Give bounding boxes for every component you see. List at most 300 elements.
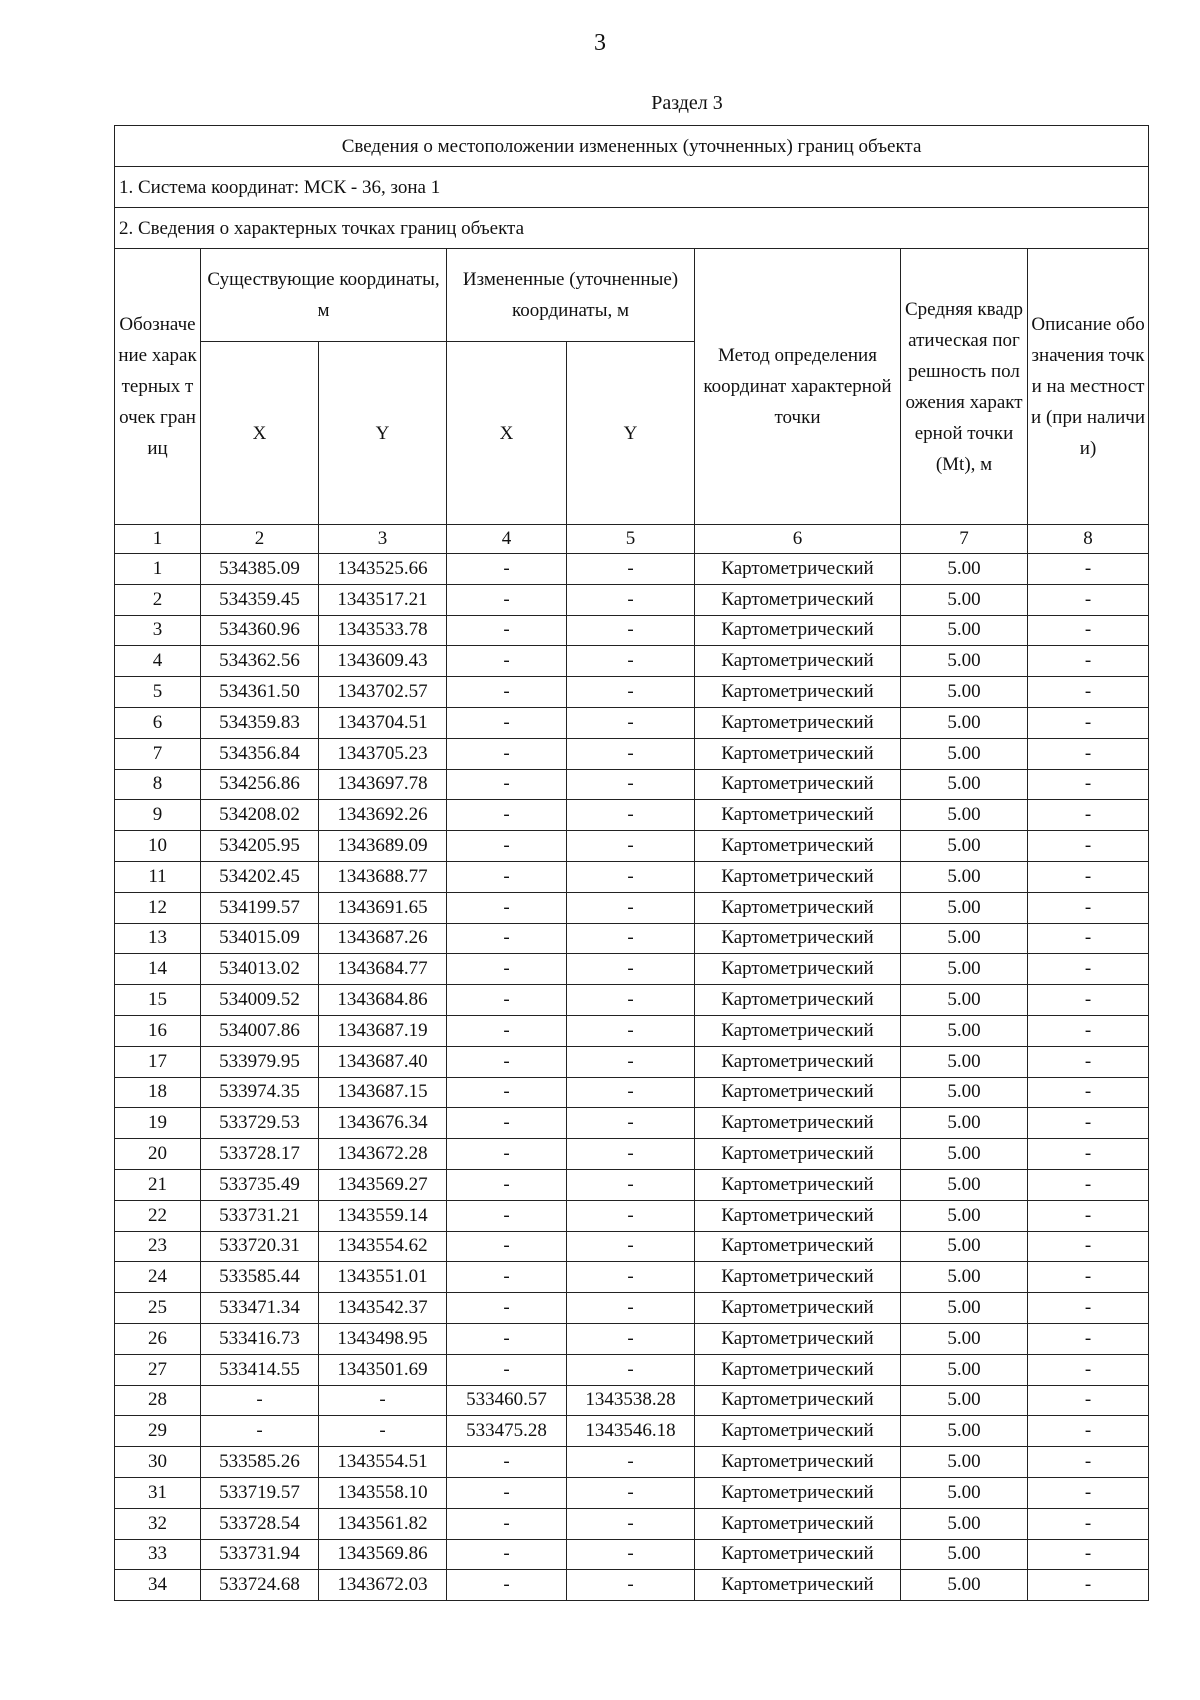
- table-row: [115, 1354, 1149, 1385]
- table-row: [115, 584, 1149, 615]
- cell-method: Картометрический: [695, 1200, 901, 1231]
- cell-point-number: 19: [115, 1108, 201, 1139]
- cell-existing-x: 534208.02: [201, 800, 319, 831]
- column-number-row: [115, 525, 1149, 554]
- cell-method: Картометрический: [695, 677, 901, 708]
- table-row: [115, 646, 1149, 677]
- cell-method: Картометрический: [695, 646, 901, 677]
- cell-description: -: [1028, 1447, 1149, 1478]
- cell-existing-y: 1343672.03: [319, 1570, 447, 1601]
- cell-method: Картометрический: [695, 1015, 901, 1046]
- cell-description: -: [1028, 615, 1149, 646]
- cell-changed-x: -: [447, 707, 567, 738]
- cell-description: -: [1028, 1015, 1149, 1046]
- table-row: [115, 1200, 1149, 1231]
- cell-mean-error: 5.00: [901, 1139, 1028, 1170]
- cell-changed-x: -: [447, 1293, 567, 1324]
- cell-description: -: [1028, 1077, 1149, 1108]
- cell-mean-error: 5.00: [901, 1262, 1028, 1293]
- cell-existing-y: 1343689.09: [319, 831, 447, 862]
- cell-description: -: [1028, 677, 1149, 708]
- cell-method: Картометрический: [695, 1416, 901, 1447]
- table-row: [115, 1262, 1149, 1293]
- cell-changed-y: -: [567, 1570, 695, 1601]
- cell-existing-x: 533720.31: [201, 1231, 319, 1262]
- cell-mean-error: 5.00: [901, 1169, 1028, 1200]
- section-title: Раздел 3: [651, 92, 723, 114]
- cell-existing-x: 534199.57: [201, 892, 319, 923]
- cell-existing-x: 534360.96: [201, 615, 319, 646]
- cell-description: -: [1028, 1323, 1149, 1354]
- cell-changed-y: -: [567, 831, 695, 862]
- cell-point-number: 1: [115, 554, 201, 585]
- cell-changed-x: -: [447, 584, 567, 615]
- cell-existing-y: 1343704.51: [319, 707, 447, 738]
- cell-mean-error: 5.00: [901, 615, 1028, 646]
- cell-mean-error: 5.00: [901, 738, 1028, 769]
- cell-existing-x: 533471.34: [201, 1293, 319, 1324]
- table-row: [115, 985, 1149, 1016]
- cell-description: -: [1028, 769, 1149, 800]
- table-row: [115, 769, 1149, 800]
- table-row: [115, 615, 1149, 646]
- cell-mean-error: 5.00: [901, 1293, 1028, 1324]
- cell-method: Картометрический: [695, 1508, 901, 1539]
- cell-changed-x: -: [447, 861, 567, 892]
- cell-mean-error: 5.00: [901, 646, 1028, 677]
- cell-existing-x: 533416.73: [201, 1323, 319, 1354]
- table-row: [115, 1508, 1149, 1539]
- cell-method: Картометрический: [695, 1477, 901, 1508]
- cell-changed-x: -: [447, 1046, 567, 1077]
- cell-existing-x: 534202.45: [201, 861, 319, 892]
- header-existing-coords: Существующие координаты, м: [201, 249, 447, 342]
- cell-method: Картометрический: [695, 1262, 901, 1293]
- cell-changed-x: -: [447, 985, 567, 1016]
- header-changed-y: Y: [567, 342, 695, 525]
- header-mean-error: Средняя квадратическая погрешность положения характерной точки (Mt), м: [901, 249, 1028, 525]
- cell-mean-error: 5.00: [901, 769, 1028, 800]
- cell-changed-y: -: [567, 1046, 695, 1077]
- table-row: [115, 923, 1149, 954]
- cell-method: Картометрический: [695, 1293, 901, 1324]
- coordinates-table: [114, 125, 1149, 1601]
- cell-existing-x: 534007.86: [201, 1015, 319, 1046]
- cell-changed-y: -: [567, 1262, 695, 1293]
- coord-system-line: 1. Система координат: МСК - 36, зона 1: [115, 167, 1149, 208]
- cell-mean-error: 5.00: [901, 985, 1028, 1016]
- cell-method: Картометрический: [695, 1108, 901, 1139]
- cell-existing-y: -: [319, 1385, 447, 1416]
- cell-method: Картометрический: [695, 1385, 901, 1416]
- cell-changed-x: -: [447, 1508, 567, 1539]
- cell-point-number: 18: [115, 1077, 201, 1108]
- cell-mean-error: 5.00: [901, 831, 1028, 862]
- cell-existing-y: 1343687.15: [319, 1077, 447, 1108]
- cell-point-number: 27: [115, 1354, 201, 1385]
- cell-mean-error: 5.00: [901, 892, 1028, 923]
- cell-point-number: 24: [115, 1262, 201, 1293]
- cell-point-number: 30: [115, 1447, 201, 1478]
- cell-changed-y: -: [567, 677, 695, 708]
- table-row: [115, 677, 1149, 708]
- cell-description: -: [1028, 861, 1149, 892]
- cell-point-number: 9: [115, 800, 201, 831]
- cell-changed-x: -: [447, 892, 567, 923]
- table-row: [115, 1477, 1149, 1508]
- cell-mean-error: 5.00: [901, 1477, 1028, 1508]
- cell-changed-y: -: [567, 861, 695, 892]
- cell-existing-x: 533731.21: [201, 1200, 319, 1231]
- header-existing-x: X: [201, 342, 319, 525]
- cell-point-number: 22: [115, 1200, 201, 1231]
- cell-mean-error: 5.00: [901, 1200, 1028, 1231]
- table-row: [115, 1293, 1149, 1324]
- cell-existing-y: 1343687.26: [319, 923, 447, 954]
- cell-changed-x: -: [447, 1231, 567, 1262]
- cell-description: -: [1028, 1293, 1149, 1324]
- cell-mean-error: 5.00: [901, 1046, 1028, 1077]
- cell-changed-y: -: [567, 985, 695, 1016]
- cell-mean-error: 5.00: [901, 1539, 1028, 1570]
- cell-changed-y: 1343546.18: [567, 1416, 695, 1447]
- cell-method: Картометрический: [695, 1539, 901, 1570]
- cell-description: -: [1028, 1169, 1149, 1200]
- cell-method: Картометрический: [695, 1077, 901, 1108]
- cell-existing-y: 1343676.34: [319, 1108, 447, 1139]
- cell-description: -: [1028, 707, 1149, 738]
- cell-description: -: [1028, 1108, 1149, 1139]
- cell-changed-y: -: [567, 1108, 695, 1139]
- cell-existing-x: 533729.53: [201, 1108, 319, 1139]
- cell-method: Картометрический: [695, 1139, 901, 1170]
- cell-changed-x: -: [447, 1139, 567, 1170]
- cell-existing-y: 1343525.66: [319, 554, 447, 585]
- cell-changed-x: -: [447, 1354, 567, 1385]
- cell-existing-x: 533585.44: [201, 1262, 319, 1293]
- cell-point-number: 33: [115, 1539, 201, 1570]
- cell-changed-y: -: [567, 1231, 695, 1262]
- cell-changed-y: -: [567, 707, 695, 738]
- cell-changed-y: -: [567, 1447, 695, 1478]
- cell-changed-x: -: [447, 677, 567, 708]
- cell-description: -: [1028, 831, 1149, 862]
- cell-existing-y: 1343551.01: [319, 1262, 447, 1293]
- page-number: 3: [594, 30, 606, 56]
- cell-mean-error: 5.00: [901, 954, 1028, 985]
- cell-method: Картометрический: [695, 985, 901, 1016]
- cell-method: Картометрический: [695, 584, 901, 615]
- cell-method: Картометрический: [695, 1046, 901, 1077]
- header-existing-y: Y: [319, 342, 447, 525]
- column-number: 4: [447, 525, 567, 554]
- cell-existing-x: 534359.45: [201, 584, 319, 615]
- cell-changed-x: -: [447, 738, 567, 769]
- cell-description: -: [1028, 985, 1149, 1016]
- cell-existing-x: 534205.95: [201, 831, 319, 862]
- header-description: Описание обозначения точки на местности (при наличии): [1028, 249, 1149, 525]
- cell-changed-y: -: [567, 584, 695, 615]
- cell-point-number: 23: [115, 1231, 201, 1262]
- cell-method: Картометрический: [695, 1570, 901, 1601]
- cell-changed-x: -: [447, 1477, 567, 1508]
- cell-method: Картометрический: [695, 615, 901, 646]
- cell-existing-y: 1343687.19: [319, 1015, 447, 1046]
- cell-point-number: 31: [115, 1477, 201, 1508]
- cell-point-number: 29: [115, 1416, 201, 1447]
- cell-changed-y: -: [567, 646, 695, 677]
- cell-method: Картометрический: [695, 1354, 901, 1385]
- cell-existing-x: 533979.95: [201, 1046, 319, 1077]
- cell-existing-x: 533735.49: [201, 1169, 319, 1200]
- cell-existing-y: 1343501.69: [319, 1354, 447, 1385]
- cell-changed-y: -: [567, 1508, 695, 1539]
- cell-changed-x: -: [447, 769, 567, 800]
- cell-mean-error: 5.00: [901, 1015, 1028, 1046]
- cell-description: -: [1028, 1508, 1149, 1539]
- header-changed-coords: Измененные (уточненные) координаты, м: [447, 249, 695, 342]
- cell-changed-y: -: [567, 1539, 695, 1570]
- cell-existing-y: 1343569.86: [319, 1539, 447, 1570]
- cell-existing-y: -: [319, 1416, 447, 1447]
- cell-existing-y: 1343569.27: [319, 1169, 447, 1200]
- column-number: 5: [567, 525, 695, 554]
- cell-description: -: [1028, 1416, 1149, 1447]
- cell-existing-y: 1343702.57: [319, 677, 447, 708]
- column-number: 6: [695, 525, 901, 554]
- cell-description: -: [1028, 584, 1149, 615]
- cell-changed-x: -: [447, 1200, 567, 1231]
- cell-point-number: 11: [115, 861, 201, 892]
- table-row: [115, 1385, 1149, 1416]
- cell-existing-y: 1343684.86: [319, 985, 447, 1016]
- cell-point-number: 25: [115, 1293, 201, 1324]
- cell-existing-x: 533974.35: [201, 1077, 319, 1108]
- cell-changed-y: -: [567, 800, 695, 831]
- cell-description: -: [1028, 1139, 1149, 1170]
- cell-description: -: [1028, 1046, 1149, 1077]
- cell-mean-error: 5.00: [901, 1570, 1028, 1601]
- cell-description: -: [1028, 738, 1149, 769]
- cell-changed-y: -: [567, 1354, 695, 1385]
- cell-description: -: [1028, 1200, 1149, 1231]
- cell-existing-y: 1343672.28: [319, 1139, 447, 1170]
- table-row: [115, 831, 1149, 862]
- cell-description: -: [1028, 554, 1149, 585]
- cell-point-number: 3: [115, 615, 201, 646]
- cell-existing-y: 1343691.65: [319, 892, 447, 923]
- cell-description: -: [1028, 1539, 1149, 1570]
- cell-description: -: [1028, 892, 1149, 923]
- cell-description: -: [1028, 1570, 1149, 1601]
- cell-point-number: 12: [115, 892, 201, 923]
- cell-existing-y: 1343542.37: [319, 1293, 447, 1324]
- cell-existing-x: 534256.86: [201, 769, 319, 800]
- cell-point-number: 13: [115, 923, 201, 954]
- cell-changed-x: -: [447, 954, 567, 985]
- table-row: [115, 1169, 1149, 1200]
- cell-mean-error: 5.00: [901, 707, 1028, 738]
- cell-changed-y: -: [567, 923, 695, 954]
- cell-method: Картометрический: [695, 800, 901, 831]
- cell-changed-x: 533460.57: [447, 1385, 567, 1416]
- cell-existing-x: -: [201, 1416, 319, 1447]
- cell-existing-x: 534009.52: [201, 985, 319, 1016]
- cell-existing-y: 1343688.77: [319, 861, 447, 892]
- table-row: [115, 1416, 1149, 1447]
- cell-point-number: 17: [115, 1046, 201, 1077]
- cell-changed-x: -: [447, 1323, 567, 1354]
- table-row: [115, 1139, 1149, 1170]
- cell-changed-x: -: [447, 1169, 567, 1200]
- cell-method: Картометрический: [695, 892, 901, 923]
- cell-mean-error: 5.00: [901, 1508, 1028, 1539]
- table-row: [115, 892, 1149, 923]
- table-row: [115, 1323, 1149, 1354]
- table-row: [115, 861, 1149, 892]
- table-row: [115, 554, 1149, 585]
- cell-method: Картометрический: [695, 738, 901, 769]
- cell-existing-x: -: [201, 1385, 319, 1416]
- cell-point-number: 5: [115, 677, 201, 708]
- cell-changed-x: -: [447, 1262, 567, 1293]
- cell-mean-error: 5.00: [901, 800, 1028, 831]
- column-number: 3: [319, 525, 447, 554]
- table-row: [115, 1077, 1149, 1108]
- cell-mean-error: 5.00: [901, 1231, 1028, 1262]
- header-changed-x: X: [447, 342, 567, 525]
- cell-point-number: 28: [115, 1385, 201, 1416]
- cell-description: -: [1028, 1262, 1149, 1293]
- cell-existing-x: 534362.56: [201, 646, 319, 677]
- cell-changed-y: 1343538.28: [567, 1385, 695, 1416]
- cell-mean-error: 5.00: [901, 554, 1028, 585]
- cell-changed-x: -: [447, 1570, 567, 1601]
- cell-point-number: 2: [115, 584, 201, 615]
- cell-point-number: 34: [115, 1570, 201, 1601]
- header-method: Метод определения координат характерной точки: [695, 249, 901, 525]
- cell-existing-x: 534359.83: [201, 707, 319, 738]
- cell-description: -: [1028, 646, 1149, 677]
- cell-description: -: [1028, 800, 1149, 831]
- cell-changed-x: -: [447, 646, 567, 677]
- table-title: Сведения о местоположении измененных (уточненных) границ объекта: [115, 126, 1149, 167]
- column-number: 2: [201, 525, 319, 554]
- cell-existing-x: 533724.68: [201, 1570, 319, 1601]
- table-row: [115, 800, 1149, 831]
- cell-changed-y: -: [567, 1077, 695, 1108]
- cell-changed-y: -: [567, 615, 695, 646]
- cell-point-number: 32: [115, 1508, 201, 1539]
- cell-mean-error: 5.00: [901, 1077, 1028, 1108]
- cell-existing-x: 534013.02: [201, 954, 319, 985]
- cell-point-number: 14: [115, 954, 201, 985]
- cell-point-number: 15: [115, 985, 201, 1016]
- cell-changed-x: -: [447, 1015, 567, 1046]
- cell-changed-x: -: [447, 831, 567, 862]
- table-row: [115, 738, 1149, 769]
- cell-changed-x: -: [447, 923, 567, 954]
- cell-existing-y: 1343554.51: [319, 1447, 447, 1478]
- column-number: 8: [1028, 525, 1149, 554]
- cell-changed-y: -: [567, 769, 695, 800]
- cell-changed-y: -: [567, 892, 695, 923]
- cell-mean-error: 5.00: [901, 1354, 1028, 1385]
- cell-existing-y: 1343561.82: [319, 1508, 447, 1539]
- cell-existing-x: 534356.84: [201, 738, 319, 769]
- cell-changed-x: -: [447, 1077, 567, 1108]
- cell-method: Картометрический: [695, 831, 901, 862]
- cell-existing-y: 1343533.78: [319, 615, 447, 646]
- cell-mean-error: 5.00: [901, 1447, 1028, 1478]
- table-body: [115, 554, 1149, 1601]
- cell-existing-y: 1343684.77: [319, 954, 447, 985]
- cell-point-number: 20: [115, 1139, 201, 1170]
- cell-point-number: 7: [115, 738, 201, 769]
- cell-mean-error: 5.00: [901, 677, 1028, 708]
- cell-method: Картометрический: [695, 1447, 901, 1478]
- column-number: 7: [901, 525, 1028, 554]
- table-row: [115, 707, 1149, 738]
- table-row: [115, 1447, 1149, 1478]
- cell-point-number: 21: [115, 1169, 201, 1200]
- cell-changed-x: -: [447, 554, 567, 585]
- cell-changed-x: -: [447, 800, 567, 831]
- cell-point-number: 16: [115, 1015, 201, 1046]
- cell-method: Картометрический: [695, 954, 901, 985]
- cell-changed-y: -: [567, 1323, 695, 1354]
- cell-changed-y: -: [567, 1139, 695, 1170]
- cell-method: Картометрический: [695, 1323, 901, 1354]
- cell-changed-x: -: [447, 1447, 567, 1478]
- cell-changed-y: -: [567, 1293, 695, 1324]
- cell-changed-y: -: [567, 554, 695, 585]
- table-row: [115, 1015, 1149, 1046]
- cell-existing-y: 1343609.43: [319, 646, 447, 677]
- cell-changed-y: -: [567, 1477, 695, 1508]
- cell-point-number: 10: [115, 831, 201, 862]
- table-row: [115, 1539, 1149, 1570]
- cell-existing-x: 533414.55: [201, 1354, 319, 1385]
- cell-existing-x: 534015.09: [201, 923, 319, 954]
- cell-existing-y: 1343554.62: [319, 1231, 447, 1262]
- cell-mean-error: 5.00: [901, 1108, 1028, 1139]
- cell-changed-x: -: [447, 1539, 567, 1570]
- cell-existing-y: 1343687.40: [319, 1046, 447, 1077]
- cell-existing-x: 533585.26: [201, 1447, 319, 1478]
- cell-changed-x: -: [447, 615, 567, 646]
- table-row: [115, 1108, 1149, 1139]
- column-number: 1: [115, 525, 201, 554]
- cell-changed-x: -: [447, 1108, 567, 1139]
- cell-changed-y: -: [567, 954, 695, 985]
- cell-point-number: 4: [115, 646, 201, 677]
- cell-method: Картометрический: [695, 769, 901, 800]
- cell-method: Картометрический: [695, 923, 901, 954]
- cell-existing-y: 1343498.95: [319, 1323, 447, 1354]
- cell-description: -: [1028, 1385, 1149, 1416]
- cell-changed-y: -: [567, 1015, 695, 1046]
- cell-point-number: 8: [115, 769, 201, 800]
- cell-existing-x: 533731.94: [201, 1539, 319, 1570]
- cell-changed-y: -: [567, 1200, 695, 1231]
- cell-mean-error: 5.00: [901, 1385, 1028, 1416]
- cell-existing-y: 1343559.14: [319, 1200, 447, 1231]
- cell-mean-error: 5.00: [901, 1323, 1028, 1354]
- cell-method: Картометрический: [695, 554, 901, 585]
- cell-existing-y: 1343705.23: [319, 738, 447, 769]
- cell-mean-error: 5.00: [901, 861, 1028, 892]
